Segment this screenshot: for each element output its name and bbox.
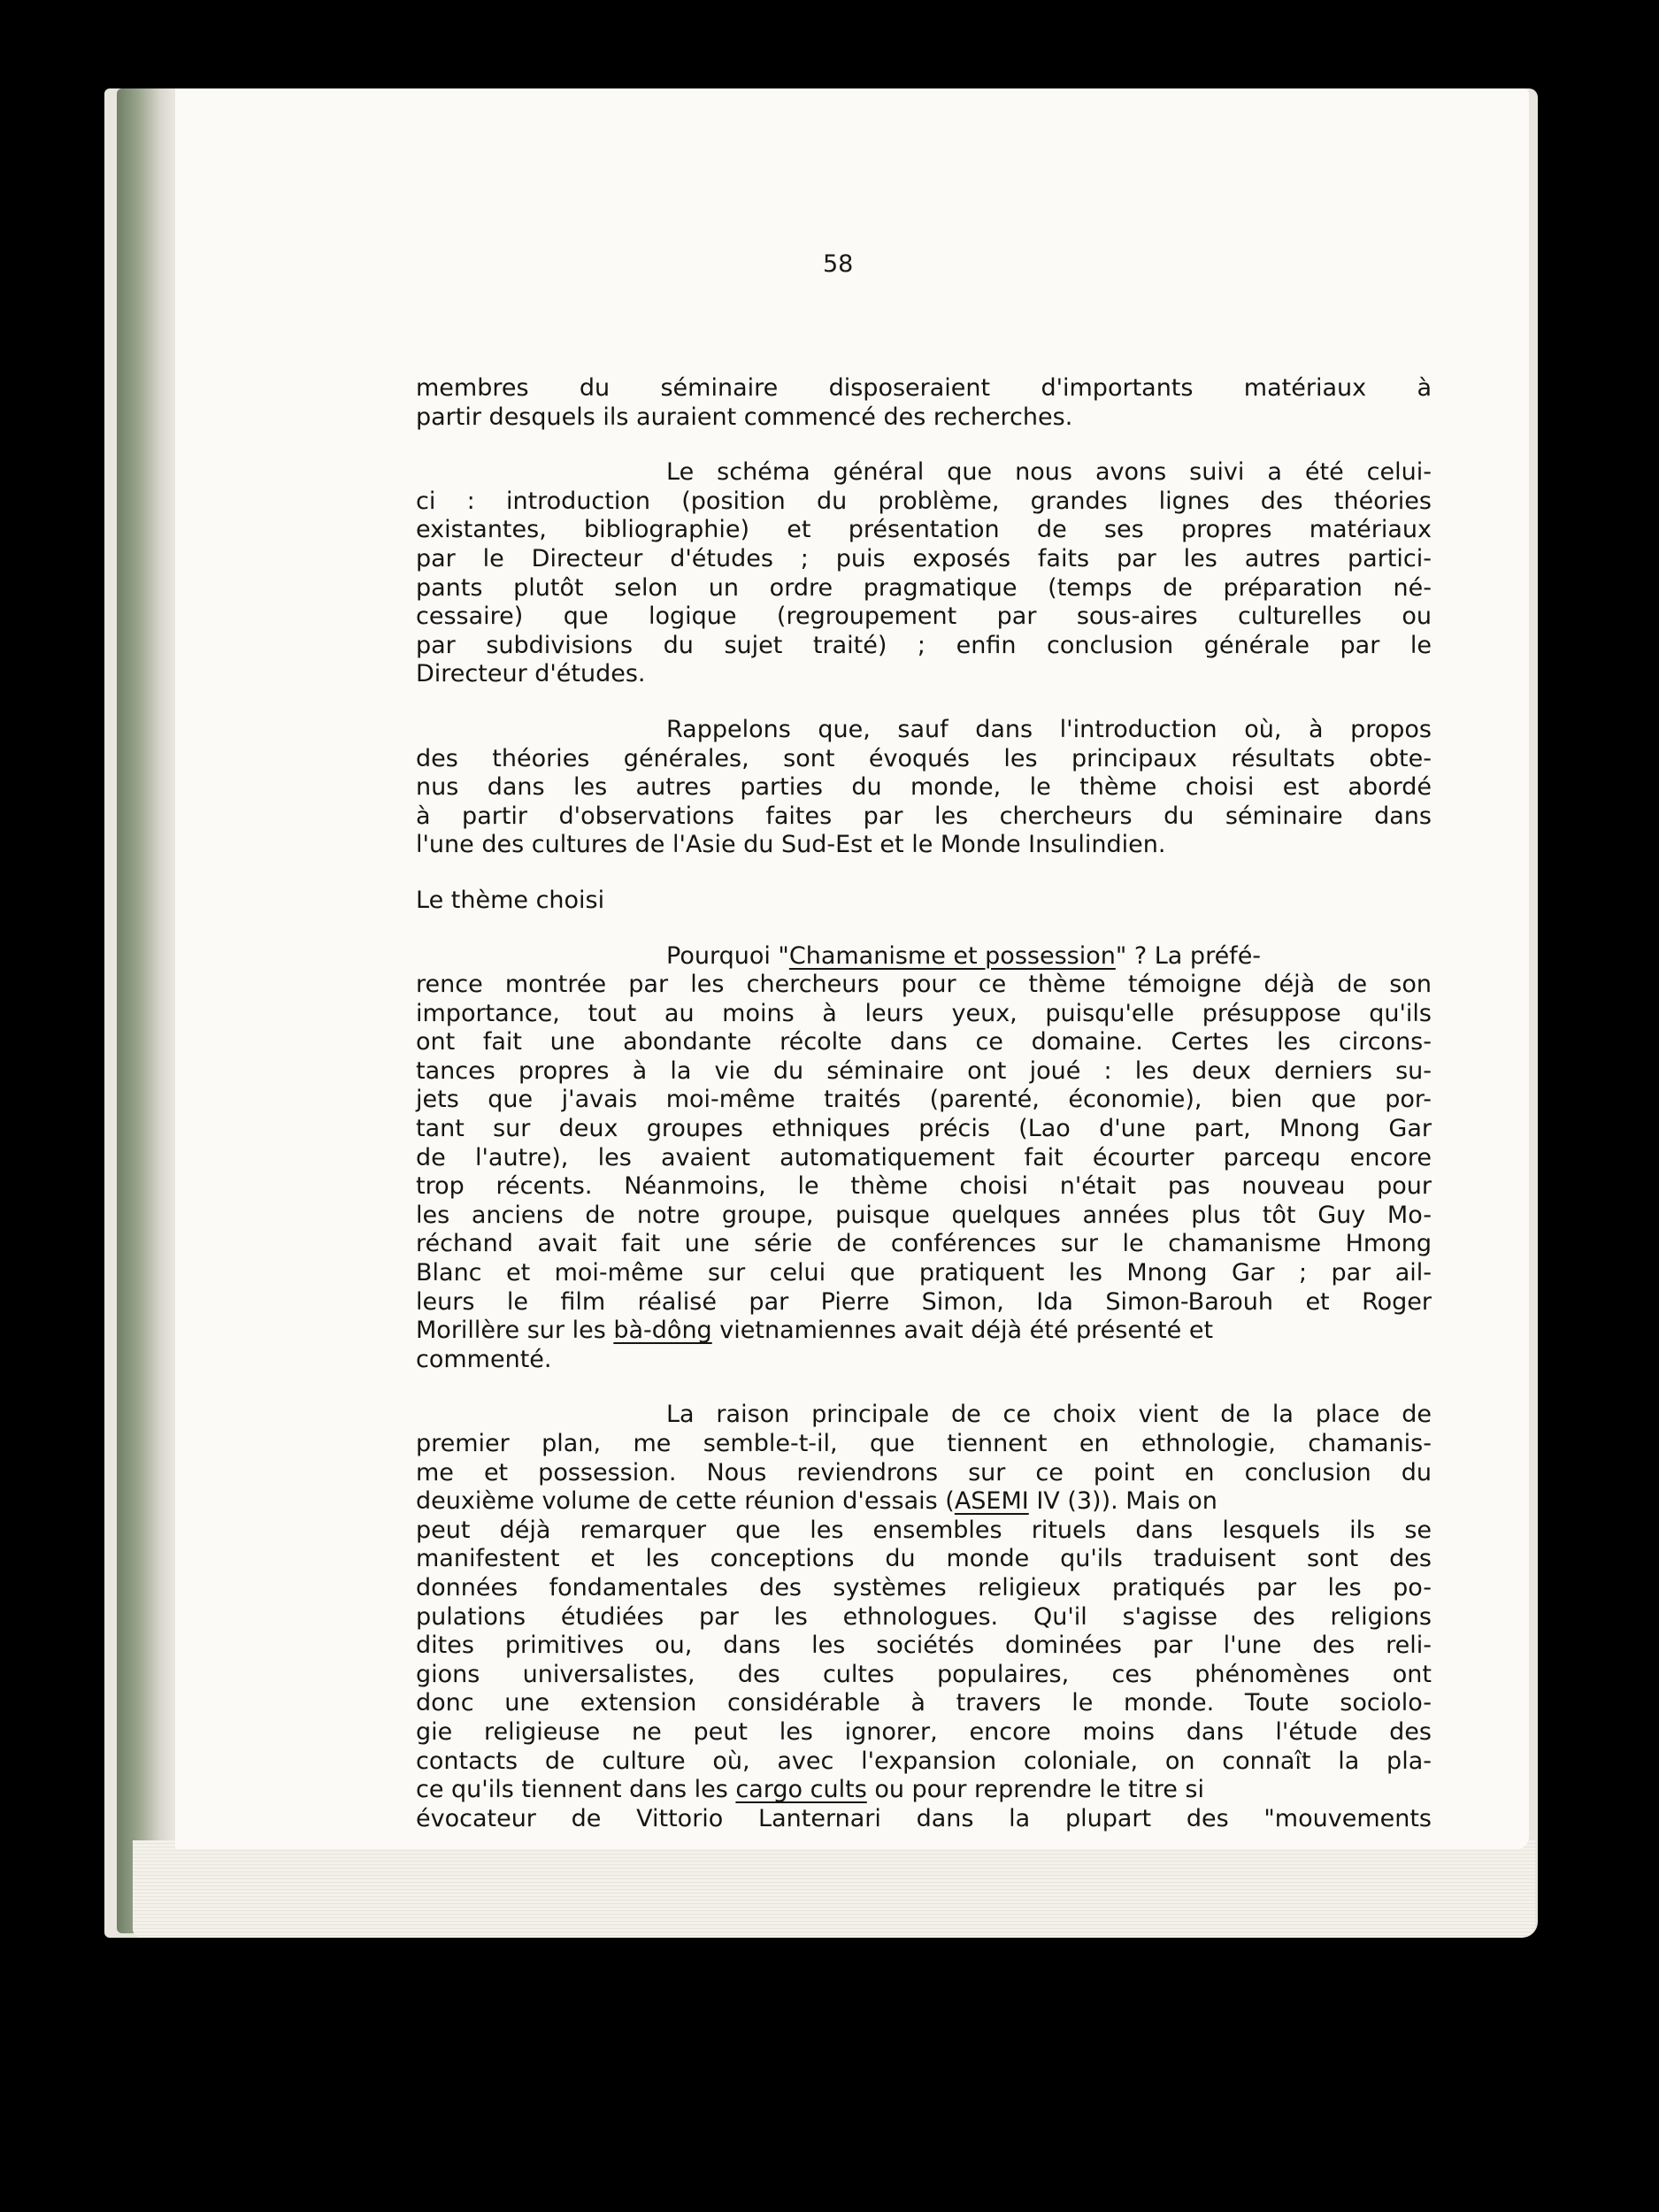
- text-line: à partir d'observations faites par les chercheurs du séminaire dans: [416, 802, 1432, 830]
- text-line: leurs le film réalisé par Pierre Simon, Ida Simon-Barouh et Roger: [416, 1287, 1432, 1316]
- text-line: par subdivisions du sujet traité) ; enfin conclusion générale par le: [416, 631, 1432, 659]
- text-line: ont fait une abondante récolte dans ce domaine. Certes les circons-: [416, 1028, 1432, 1056]
- text-line: pants plutôt selon un ordre pragmatique (temps de préparation né-: [416, 573, 1432, 602]
- text-line: peut déjà remarquer que les ensembles rituels dans lesquels ils se: [416, 1516, 1432, 1544]
- text-segment: deuxième volume de cette réunion d'essais (: [416, 1487, 955, 1516]
- text-line: Le schéma général que nous avons suivi a été celui-: [666, 458, 1432, 487]
- text-segment: Morillère sur les: [416, 1317, 614, 1345]
- text-segment: Pourquoi ": [666, 941, 789, 970]
- text-line: de l'autre), les avaient automatiquement fait écourter parcequ encore: [416, 1143, 1432, 1171]
- text-line: existantes, bibliographie) et présentation de ses propres matériaux: [416, 516, 1432, 544]
- text-line: donc une extension considérable à travers le monde. Toute sociolo-: [416, 1689, 1432, 1717]
- text-line: contacts de culture où, avec l'expansion coloniale, on connaît la pla-: [416, 1747, 1432, 1775]
- text-line: trop récents. Néanmoins, le thème choisi n'était pas nouveau pour: [416, 1172, 1432, 1201]
- text-line: données fondamentales des systèmes religieux pratiqués par les po-: [416, 1573, 1432, 1601]
- text-line: gions universalistes, des cultes populaires, ces phénomènes ont: [416, 1660, 1432, 1688]
- book-spine-edge: [117, 88, 179, 1933]
- text-line: tant sur deux groupes ethniques précis (Lao d'une part, Mnong Gar: [416, 1115, 1432, 1143]
- text-segment: vietnamiennes avait déjà été présenté et: [711, 1317, 1214, 1345]
- text-line: réchand avait fait une série de conférences sur le chamanisme Hmong: [416, 1230, 1432, 1258]
- text-segment: " ? La préfé-: [1115, 941, 1262, 970]
- underlined-term: cargo cults: [735, 1776, 867, 1804]
- text-line: évocateur de Vittorio Lanternari dans la plupart des "mouvements: [416, 1804, 1432, 1832]
- text-line: gie religieuse ne peut les ignorer, encore moins dans l'étude des: [416, 1717, 1432, 1746]
- text-line: cessaire) que logique (regroupement par sous-aires culturelles ou: [416, 603, 1432, 631]
- page-stack-edge: [133, 1840, 1535, 1938]
- text-line: par le Directeur d'études ; puis exposés faits par les autres partici-: [416, 544, 1432, 572]
- text-segment: ou pour reprendre le titre si: [866, 1776, 1204, 1804]
- text-line: Rappelons que, sauf dans l'introduction où, à propos: [666, 715, 1432, 743]
- body-text: [416, 374, 1432, 1833]
- text-line: commenté.: [416, 1345, 552, 1373]
- text-line: La raison principale de ce choix vient de la place de: [666, 1401, 1432, 1429]
- text-line: tances propres à la vie du séminaire ont joué : les deux derniers su-: [416, 1056, 1432, 1085]
- page-number: 58: [823, 250, 854, 278]
- text-line: dites primitives ou, dans les sociétés dominées par l'une des reli-: [416, 1632, 1432, 1660]
- text-line: importance, tout au moins à leurs yeux, puisqu'elle présuppose qu'ils: [416, 999, 1432, 1027]
- text-line: me et possession. Nous reviendrons sur ce point en conclusion du: [416, 1458, 1432, 1486]
- text-line: [416, 1317, 1432, 1346]
- underlined-reference: ASEMI: [954, 1487, 1029, 1516]
- text-line: [416, 1776, 1432, 1805]
- text-line: nus dans les autres parties du monde, le thème choisi est abordé: [416, 773, 1432, 802]
- text-line: [416, 1487, 1432, 1517]
- text-line: des théories générales, sont évoqués les principaux résultats obte-: [416, 744, 1432, 772]
- text-segment: IV (3)). Mais on: [1028, 1487, 1217, 1516]
- text-line: Directeur d'études.: [416, 660, 646, 688]
- text-line: premier plan, me semble-t-il, que tiennent en ethnologie, chamanis-: [416, 1430, 1432, 1457]
- text-line: manifestent et les conceptions du monde qu'ils traduisent sont des: [416, 1545, 1432, 1573]
- text-line: jets que j'avais moi-même traités (parenté, économie), bien que por-: [416, 1086, 1432, 1114]
- underlined-title: Chamanisme et possession: [788, 941, 1116, 970]
- text-line: l'une des cultures de l'Asie du Sud-Est et le Monde Insulindien.: [416, 831, 1166, 859]
- text-line: ci : introduction (position du problème, grandes lignes des théories: [416, 487, 1432, 515]
- text-segment: ce qu'ils tiennent dans les: [416, 1776, 736, 1804]
- text-line: rence montrée par les chercheurs pour ce thème témoigne déjà de son: [416, 971, 1432, 999]
- text-line: Blanc et moi-même sur celui que pratiquent les Mnong Gar ; par ail-: [416, 1259, 1432, 1287]
- text-line: [416, 942, 1432, 972]
- text-line: membres du séminaire disposeraient d'importants matériaux à: [416, 374, 1432, 402]
- underlined-term: bà-dông: [613, 1317, 712, 1345]
- text-line: les anciens de notre groupe, puisque quelques années plus tôt Guy Mo-: [416, 1201, 1432, 1229]
- text-line: partir desquels ils auraient commencé des recherches.: [416, 403, 1073, 431]
- section-heading: Le thème choisi: [416, 886, 605, 914]
- text-line: pulations étudiées par les ethnologues. Qu'il s'agisse des religions: [416, 1602, 1432, 1631]
